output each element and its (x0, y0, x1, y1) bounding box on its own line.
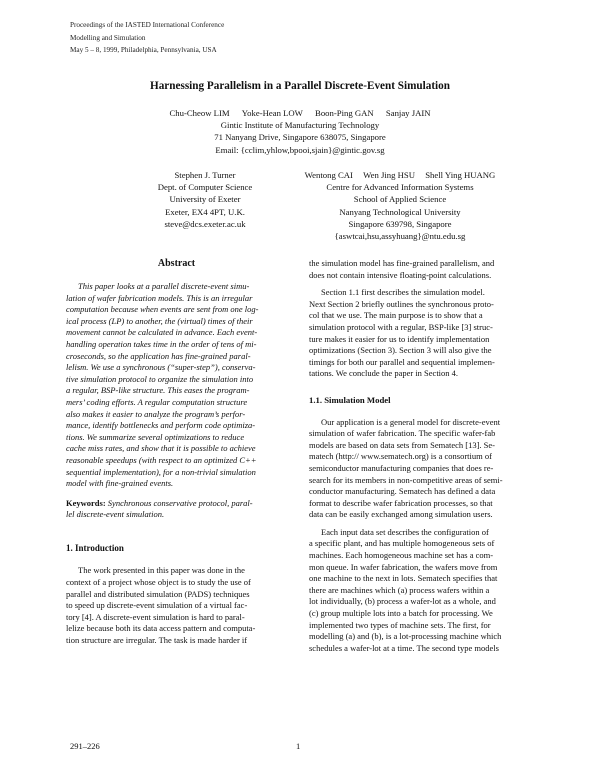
affiliation-line: Nanyang Technological University (339, 206, 461, 217)
abstract-line: mers’ coding efforts. A regular computation structure (66, 396, 248, 407)
body-line: lelize because both its data access pattern and computa- (66, 623, 256, 634)
body-line: ture makes it easier for us to identify implementation (309, 333, 490, 344)
body-line: mon queue. In wafer fabrication, the wafers move from (309, 561, 498, 572)
body-line: one machine to the next in lots. Sematech specifies that (309, 573, 498, 584)
body-line: data can be easily exchanged among simulation users. (309, 509, 493, 520)
abstract-line: This paper looks at a parallel discrete-event simu- (78, 281, 250, 291)
abstract-line: reasonable speedups (with respect to an optimized C++ (66, 454, 257, 465)
abstract-line: tions. We summarize several optimizations to reduce (66, 431, 245, 442)
affiliation-line: University of Exeter (169, 194, 241, 205)
footer-code: 291–226 (70, 741, 100, 751)
abstract-line: model with fine-grained events. (66, 478, 174, 489)
body-line: schedules a wafer-lot at a time. The second type models (309, 642, 499, 653)
abstract-line: tive simulation protocol to organize the simulation into (66, 373, 254, 384)
proceedings-line: Proceedings of the IASTED International Conference (70, 21, 225, 29)
author-names (100, 107, 500, 119)
proceedings-line: May 5 – 8, 1999, Philadelphia, Pennsylvania, USA (70, 46, 217, 54)
author-name: Wentong CAI (304, 170, 353, 180)
author-name: Wen Jing HSU (363, 170, 416, 180)
body-line: tion structure are irregular. The task is made harder if (66, 635, 248, 646)
author-name: Boon-Ping GAN (315, 108, 374, 118)
body-line: tations. We conclude the paper in Section 4. (309, 368, 459, 379)
body-line: a specific plant, and has multiple homogeneous sets of (309, 538, 495, 549)
keywords (66, 498, 287, 521)
abstract-line: lelism. We use a synchronous (“super-step”), conserva- (66, 362, 256, 373)
body-line: Our application is a general model for discrete-event (321, 416, 501, 427)
body-line: there are machines which (a) process wafers within a (309, 584, 490, 595)
keywords-label: Keywords: (66, 497, 106, 508)
paper-title: Harnessing Parallelism in a Parallel Discrete-Event Simulation (150, 80, 450, 92)
abstract-line: lation of wafer fabrication models. This is an irregular (66, 292, 253, 303)
author-email: Email: {cclim,yhlow,bpooi,sjain}@gintic.gov.sg (215, 144, 385, 155)
body-line: matech (http:// www.sematech.org) is a consortium of (309, 451, 492, 462)
affiliation-line: Dept. of Computer Science (157, 182, 253, 193)
introduction-body (66, 565, 287, 646)
body-line: optimizations (Section 3). Section 3 will also give the (309, 345, 492, 356)
body-line: The work presented in this paper was done in the (78, 565, 245, 576)
body-line: Next Section 2 briefly outlines the synchronous proto- (309, 298, 494, 309)
subsection-heading-simulation-model: 1.1. Simulation Model (309, 394, 391, 405)
author-name: Sanjay JAIN (385, 108, 431, 118)
body-line: does not contain intensive floating-point calculations. (309, 269, 492, 280)
body-line: implemented two types of machine sets. The first, for (309, 619, 491, 630)
body-line: parallel and distributed simulation (PADS) techniques (66, 588, 250, 599)
abstract-line: a regular, BSP-like structure. This eases the program- (66, 385, 250, 396)
affiliation-line: Centre for Advanced Information Systems (326, 182, 474, 193)
abstract-line: also makes it easier to analyze the program’s perfor- (66, 408, 246, 419)
body-line: (c) group multiple lots into a batch for processing. We (309, 608, 493, 619)
affiliation-line: Singapore 639798, Singapore (348, 218, 452, 229)
paragraph (309, 258, 530, 281)
body-line: modelling (a) and (b), is a lot-processing machine which (309, 631, 502, 642)
right-column (309, 258, 530, 654)
proceedings-header (70, 19, 224, 57)
body-line: timings for both our parallel and sequential implemen- (309, 356, 495, 367)
body-line: format to describe wafer fabrication processes, so that (309, 497, 493, 508)
author-email: {aswtcai,hsu,assyhuang}@ntu.edu.sg (334, 231, 466, 242)
body-line: machines. Each homogeneous machine set has a com- (309, 550, 494, 561)
paragraph (309, 287, 530, 380)
author-block-gintic (100, 107, 500, 156)
abstract-body (66, 281, 287, 490)
body-line: Section 1.1 first describes the simulation model. (321, 287, 485, 298)
body-line: context of a project whose object is to study the use of (66, 577, 251, 588)
affiliation-line: Exeter, EX4 4PT, U.K. (165, 206, 245, 217)
abstract-line: movement cannot be calculated in advance. Each event- (66, 327, 258, 338)
body-line: the simulation model has fine-grained parallelism, and (309, 258, 495, 268)
paragraph (309, 417, 530, 521)
body-line: simulation of wafer fabrication. The specific wafer-fab (309, 428, 496, 439)
body-line: Each input data set describes the configuration of (321, 526, 489, 537)
abstract-line: croseconds, so the application has fine-grained paral- (66, 350, 251, 361)
body-line: to speed up discrete-event simulation of a virtual fac- (66, 600, 248, 611)
affiliation-line: 71 Nanyang Drive, Singapore 638075, Singapore (214, 132, 386, 143)
body-line: search for its members in non-competitive areas of semi- (309, 474, 503, 485)
body-line: col that we use. The main purpose is to show that a (309, 310, 483, 321)
body-line: semiconductor manufacturing companies that does re- (309, 462, 494, 473)
body-line: simulation protocol with a regular, BSP-like [3] struc- (309, 321, 493, 332)
abstract-line: ical process (LP) to another, the (virtual) times of their (66, 315, 253, 326)
abstract-line: sequential implementation), for a non-trivial simulation (66, 466, 256, 477)
author-name: Yoke-Hean LOW (241, 108, 303, 118)
abstract-heading: Abstract (157, 258, 196, 269)
affiliation-line: Gintic Institute of Manufacturing Technology (220, 120, 380, 131)
left-column (66, 258, 287, 647)
author-name: Stephen J. Turner (174, 170, 236, 180)
abstract-line: handling operation takes time in the order of tens of mi- (66, 338, 257, 349)
keywords-text: Synchronous conservative protocol, paral- (105, 497, 253, 508)
body-line: lot individually, (b) process a wafer-lot as a whole, and (309, 596, 496, 607)
page-number: 1 (296, 741, 301, 751)
author-block-ntu (300, 169, 500, 242)
author-email: steve@dcs.exeter.ac.uk (164, 218, 246, 229)
author-names (300, 169, 500, 181)
body-line: conductor manufacturing. Sematech has defined a data (309, 486, 496, 497)
author-name: Shell Ying HUANG (425, 170, 496, 180)
paragraph (309, 527, 530, 655)
abstract-line: computation because when events are sent from one log- (66, 304, 259, 315)
keywords-text: lel discrete-event simulation. (66, 509, 165, 520)
body-line: models are based on data sets from Sematech [13]. Se- (309, 439, 495, 450)
abstract-line: cache miss rates, and show that it is possible to achieve (66, 443, 256, 454)
abstract-line: mance, identify bottlenecks and perform code optimiza- (66, 420, 256, 431)
proceedings-line: Modelling and Simulation (70, 33, 146, 42)
body-line: tory [4]. A discrete-event simulation is hard to paral- (66, 611, 245, 622)
section-heading-introduction: 1. Introduction (66, 542, 124, 553)
affiliation-line: School of Applied Science (353, 194, 447, 205)
author-block-exeter (130, 169, 280, 230)
author-name: Chu-Cheow LIM (169, 108, 230, 118)
